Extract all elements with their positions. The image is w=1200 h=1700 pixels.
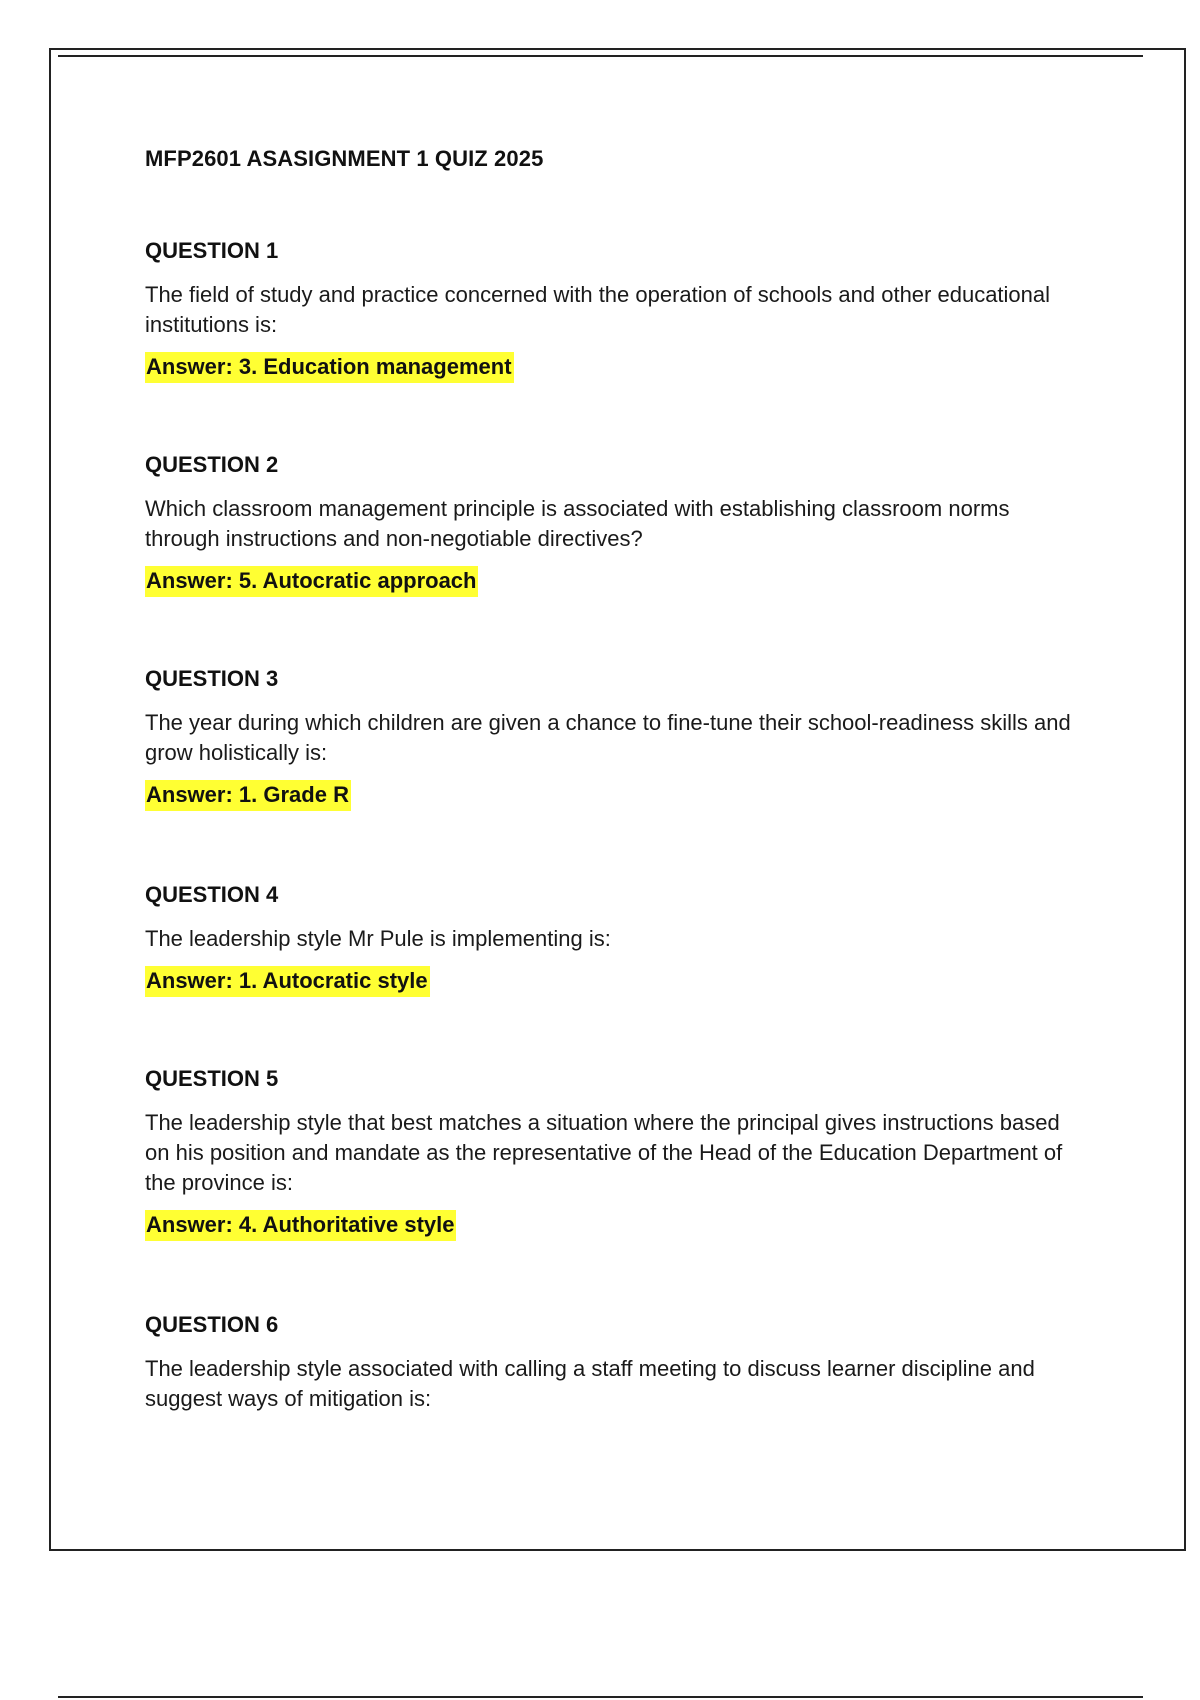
question-text: Which classroom management principle is associated with establishing classroom norms through instructions and non-negotiable directives?	[145, 496, 1010, 551]
top-rule	[58, 55, 1143, 57]
question-block-3	[145, 666, 1085, 811]
question-heading: QUESTION 6	[145, 1312, 279, 1337]
question-text: The year during which children are given a chance to fine-tune their school-readiness skills and grow holistically is:	[145, 710, 1071, 765]
question-text: The leadership style that best matches a situation where the principal gives instructions based on his position and mandate as the representative of the Head of the Education Department of the province is:	[145, 1110, 1063, 1195]
question-block-5	[145, 1066, 1085, 1241]
question-heading: QUESTION 4	[145, 882, 279, 907]
question-block-2	[145, 452, 1085, 597]
question-heading: QUESTION 3	[145, 666, 279, 691]
question-text: The leadership style Mr Pule is implementing is:	[145, 926, 611, 951]
question-block-4	[145, 882, 1085, 997]
answer-highlight: Answer: 5. Autocratic approach	[145, 566, 478, 597]
question-heading: QUESTION 2	[145, 452, 279, 477]
question-block-6	[145, 1312, 1085, 1426]
question-text: The field of study and practice concerned with the operation of schools and other educational institutions is:	[145, 282, 1051, 337]
question-block-1	[145, 238, 1085, 383]
answer-highlight: Answer: 1. Grade R	[145, 780, 351, 811]
question-text: The leadership style associated with calling a staff meeting to discuss learner discipline and suggest ways of mitigation is:	[145, 1356, 1035, 1411]
bottom-rule	[58, 1696, 1143, 1698]
answer-highlight: Answer: 1. Autocratic style	[145, 966, 430, 997]
answer-highlight: Answer: 4. Authoritative style	[145, 1210, 456, 1241]
answer-highlight: Answer: 3. Education management	[145, 352, 514, 383]
question-heading: QUESTION 5	[145, 1066, 279, 1091]
document-title: MFP2601 ASASIGNMENT 1 QUIZ 2025	[145, 146, 544, 171]
question-heading: QUESTION 1	[145, 238, 279, 263]
